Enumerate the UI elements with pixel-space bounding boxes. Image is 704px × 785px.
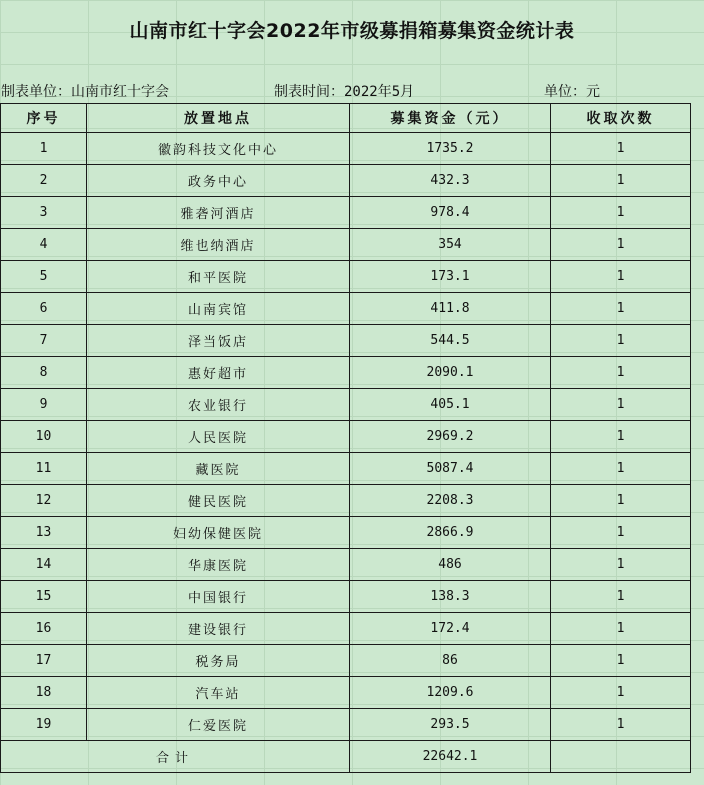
- row-location-cell[interactable]: 人民医院: [87, 421, 350, 453]
- row-times-cell[interactable]: 1: [551, 709, 691, 741]
- header-location[interactable]: 放置地点: [87, 104, 350, 133]
- row-times-cell[interactable]: 1: [551, 133, 691, 165]
- table-row: [1, 357, 691, 389]
- row-amount-cell[interactable]: 544.5: [350, 325, 551, 357]
- row-location-cell[interactable]: 维也纳酒店: [87, 229, 350, 261]
- row-number-cell[interactable]: 8: [1, 357, 87, 389]
- total-times-cell[interactable]: [551, 741, 691, 773]
- table-row: [1, 421, 691, 453]
- table-row: [1, 389, 691, 421]
- row-amount-cell[interactable]: 5087.4: [350, 453, 551, 485]
- row-amount-cell[interactable]: 486: [350, 549, 551, 581]
- table-row: [1, 197, 691, 229]
- prepared-date-label: 制表时间：2022年5月: [274, 84, 415, 100]
- table-row: [1, 549, 691, 581]
- row-amount-cell[interactable]: 173.1: [350, 261, 551, 293]
- row-amount-cell[interactable]: 354: [350, 229, 551, 261]
- row-times-cell[interactable]: 1: [551, 453, 691, 485]
- table-row: [1, 293, 691, 325]
- row-amount-cell[interactable]: 1209.6: [350, 677, 551, 709]
- row-location-cell[interactable]: 建设银行: [87, 613, 350, 645]
- row-times-cell[interactable]: 1: [551, 165, 691, 197]
- row-number-cell[interactable]: 3: [1, 197, 87, 229]
- total-amount[interactable]: 22642.1: [350, 741, 551, 773]
- donation-table: [0, 103, 691, 773]
- row-location-cell[interactable]: 山南宾馆: [87, 293, 350, 325]
- table-row: [1, 613, 691, 645]
- row-times-cell[interactable]: 1: [551, 613, 691, 645]
- row-location-cell[interactable]: 惠好超市: [87, 357, 350, 389]
- row-number-cell[interactable]: 13: [1, 517, 87, 549]
- row-times-cell[interactable]: 1: [551, 261, 691, 293]
- row-amount-cell[interactable]: 2866.9: [350, 517, 551, 549]
- row-number-cell[interactable]: 10: [1, 421, 87, 453]
- row-location-cell[interactable]: 泽当饭店: [87, 325, 350, 357]
- total-label[interactable]: 合计: [1, 741, 350, 773]
- table-row: [1, 677, 691, 709]
- row-amount-cell[interactable]: 293.5: [350, 709, 551, 741]
- row-location-cell[interactable]: 藏医院: [87, 453, 350, 485]
- row-amount-cell[interactable]: 2090.1: [350, 357, 551, 389]
- row-location-cell[interactable]: 农业银行: [87, 389, 350, 421]
- row-number-cell[interactable]: 18: [1, 677, 87, 709]
- row-number-cell[interactable]: 19: [1, 709, 87, 741]
- row-number-cell[interactable]: 2: [1, 165, 87, 197]
- row-number-cell[interactable]: 11: [1, 453, 87, 485]
- table-row: [1, 133, 691, 165]
- row-amount-cell[interactable]: 405.1: [350, 389, 551, 421]
- row-location-cell[interactable]: 中国银行: [87, 581, 350, 613]
- currency-unit-label: 单位：元: [544, 84, 600, 100]
- row-number-cell[interactable]: 7: [1, 325, 87, 357]
- row-amount-cell[interactable]: 172.4: [350, 613, 551, 645]
- row-times-cell[interactable]: 1: [551, 581, 691, 613]
- row-location-cell[interactable]: 华康医院: [87, 549, 350, 581]
- table-row: [1, 261, 691, 293]
- row-times-cell[interactable]: 1: [551, 549, 691, 581]
- row-times-cell[interactable]: 1: [551, 357, 691, 389]
- row-times-cell[interactable]: 1: [551, 229, 691, 261]
- row-amount-cell[interactable]: 411.8: [350, 293, 551, 325]
- table-body: [1, 133, 691, 741]
- row-location-cell[interactable]: 汽车站: [87, 677, 350, 709]
- table-row: [1, 165, 691, 197]
- header-amount[interactable]: 募集资金（元）: [350, 104, 551, 133]
- prepared-by-label: 制表单位：山南市红十字会: [1, 84, 169, 100]
- row-number-cell[interactable]: 4: [1, 229, 87, 261]
- row-number-cell[interactable]: 5: [1, 261, 87, 293]
- row-times-cell[interactable]: 1: [551, 677, 691, 709]
- row-location-cell[interactable]: 税务局: [87, 645, 350, 677]
- row-amount-cell[interactable]: 978.4: [350, 197, 551, 229]
- row-number-cell[interactable]: 6: [1, 293, 87, 325]
- row-times-cell[interactable]: 1: [551, 197, 691, 229]
- row-times-cell[interactable]: 1: [551, 517, 691, 549]
- row-times-cell[interactable]: 1: [551, 645, 691, 677]
- row-amount-cell[interactable]: 1735.2: [350, 133, 551, 165]
- row-times-cell[interactable]: 1: [551, 325, 691, 357]
- row-location-cell[interactable]: 和平医院: [87, 261, 350, 293]
- row-amount-cell[interactable]: 432.3: [350, 165, 551, 197]
- total-row: [1, 741, 691, 773]
- row-times-cell[interactable]: 1: [551, 293, 691, 325]
- row-number-cell[interactable]: 12: [1, 485, 87, 517]
- row-amount-cell[interactable]: 86: [350, 645, 551, 677]
- row-number-cell[interactable]: 16: [1, 613, 87, 645]
- row-location-cell[interactable]: 徽韵科技文化中心: [87, 133, 350, 165]
- table-row: [1, 581, 691, 613]
- row-times-cell[interactable]: 1: [551, 485, 691, 517]
- row-location-cell[interactable]: 健民医院: [87, 485, 350, 517]
- table-row: [1, 485, 691, 517]
- row-number-cell[interactable]: 1: [1, 133, 87, 165]
- row-location-cell[interactable]: 仁爱医院: [87, 709, 350, 741]
- row-amount-cell[interactable]: 138.3: [350, 581, 551, 613]
- row-location-cell[interactable]: 政务中心: [87, 165, 350, 197]
- row-amount-cell[interactable]: 2969.2: [350, 421, 551, 453]
- row-location-cell[interactable]: 妇幼保健医院: [87, 517, 350, 549]
- table-row: [1, 517, 691, 549]
- table-row: [1, 229, 691, 261]
- table-header-row: [1, 104, 691, 133]
- table-row: [1, 645, 691, 677]
- row-number-cell[interactable]: 9: [1, 389, 87, 421]
- row-location-cell[interactable]: 雅砻河酒店: [87, 197, 350, 229]
- header-times[interactable]: 收取次数: [551, 104, 691, 133]
- row-number-cell[interactable]: 14: [1, 549, 87, 581]
- table-row: [1, 325, 691, 357]
- table-row: [1, 709, 691, 741]
- header-number[interactable]: 序号: [1, 104, 87, 133]
- row-times-cell[interactable]: 1: [551, 389, 691, 421]
- row-amount-cell[interactable]: 2208.3: [350, 485, 551, 517]
- row-times-cell[interactable]: 1: [551, 421, 691, 453]
- row-number-cell[interactable]: 17: [1, 645, 87, 677]
- page-title: 山南市红十字会2022年市级募捐箱募集资金统计表: [129, 20, 575, 42]
- row-number-cell[interactable]: 15: [1, 581, 87, 613]
- table-row: [1, 453, 691, 485]
